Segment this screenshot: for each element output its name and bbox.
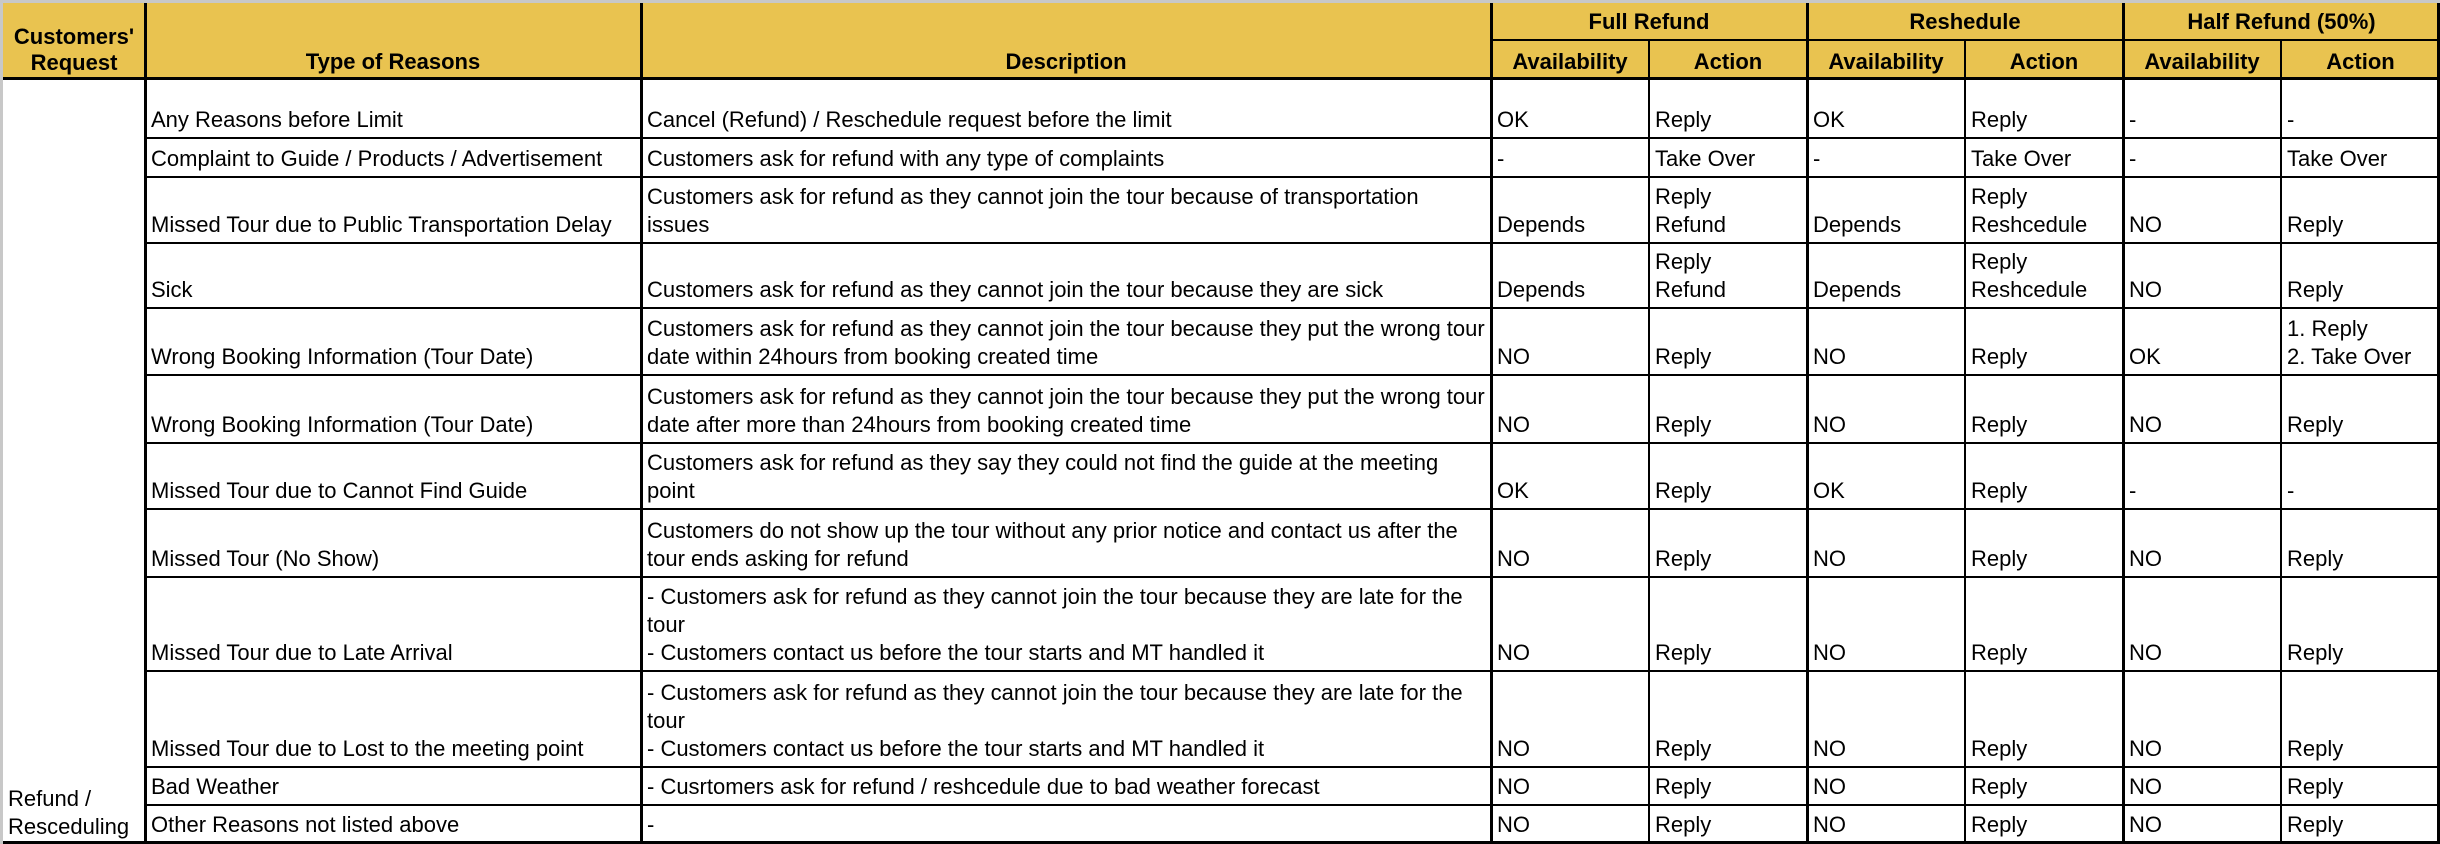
reshedule-action-cell[interactable]: Reply [1971, 812, 2028, 837]
header-reshedule-action[interactable]: Action [1965, 40, 2123, 78]
row-border [145, 176, 2440, 178]
full-refund-availability-cell[interactable]: - [1497, 146, 1505, 171]
description-cell[interactable]: Customers ask for refund as they cannot join the tour because they are sick [647, 277, 1384, 302]
full-refund-availability-cell[interactable]: NO [1497, 774, 1530, 799]
half-refund-availability-cell[interactable]: OK [2129, 344, 2161, 369]
reason-cell[interactable]: Missed Tour due to Lost to the meeting point [151, 736, 584, 761]
reason-cell[interactable]: Sick [151, 277, 193, 302]
reason-cell[interactable]: Missed Tour (No Show) [151, 546, 380, 571]
row-border [145, 137, 2440, 139]
header-type-of-reasons[interactable]: Type of Reasons [145, 3, 641, 78]
full-refund-action-cell[interactable]: Reply [1655, 412, 1712, 437]
row-border [145, 374, 2440, 376]
reshedule-action-cell[interactable]: Reply [1971, 546, 2028, 571]
row-border [145, 307, 2440, 309]
column-border [1490, 3, 1493, 844]
full-refund-action-cell[interactable]: Reply [1655, 774, 1712, 799]
reason-cell[interactable]: Any Reasons before Limit [151, 107, 403, 132]
half-refund-action-cell[interactable]: Reply [2287, 212, 2344, 237]
full-refund-action-cell[interactable]: Reply [1655, 736, 1712, 761]
header-description[interactable]: Description [641, 3, 1491, 78]
column-border [144, 3, 147, 844]
full-refund-action-cell[interactable]: Reply Refund [1655, 249, 1726, 302]
reshedule-action-cell[interactable]: Reply [1971, 107, 2028, 132]
header-half-action[interactable]: Action [2281, 40, 2440, 78]
full-refund-availability-cell[interactable]: NO [1497, 344, 1530, 369]
half-refund-action-cell[interactable]: Reply [2287, 812, 2344, 837]
reshedule-action-cell[interactable]: Take Over [1971, 146, 2072, 171]
full-refund-action-cell[interactable]: Take Over [1655, 146, 1756, 171]
header-half-availability[interactable]: Availability [2123, 40, 2281, 78]
header-bottom-border [3, 77, 2440, 80]
half-refund-action-cell[interactable]: Reply [2287, 640, 2344, 665]
reshedule-action-cell[interactable]: Reply [1971, 774, 2028, 799]
reshedule-action-cell[interactable]: Reply [1971, 344, 2028, 369]
reason-cell[interactable]: Bad Weather [151, 774, 280, 799]
header-full-action[interactable]: Action [1649, 40, 1807, 78]
half-refund-action-cell[interactable]: Reply [2287, 277, 2344, 302]
reshedule-availability-cell[interactable]: NO [1813, 546, 1846, 571]
half-refund-availability-cell[interactable]: NO [2129, 412, 2162, 437]
description-cell[interactable]: Customers ask for refund as they say they could not find the guide at the meeting point [647, 450, 1439, 503]
description-cell[interactable]: Customers ask for refund as they cannot join the tour because of transportation issues [647, 184, 1419, 237]
reshedule-availability-cell[interactable]: NO [1813, 812, 1846, 837]
reshedule-availability-cell[interactable]: Depends [1813, 212, 1902, 237]
full-refund-availability-cell[interactable]: NO [1497, 640, 1530, 665]
half-refund-action-cell[interactable]: Take Over [2287, 146, 2388, 171]
reshedule-availability-cell[interactable]: Depends [1813, 277, 1902, 302]
reshedule-action-cell[interactable]: Reply [1971, 478, 2028, 503]
full-refund-action-cell[interactable]: Reply Refund [1655, 184, 1726, 237]
reshedule-availability-cell[interactable]: NO [1813, 344, 1846, 369]
full-refund-availability-cell[interactable]: OK [1497, 478, 1529, 503]
description-cell[interactable]: Cancel (Refund) / Reschedule request before the limit [647, 107, 1172, 132]
header-reshedule-availability[interactable]: Availability [1807, 40, 1965, 78]
full-refund-availability-cell[interactable]: Depends [1497, 212, 1586, 237]
half-refund-availability-cell[interactable]: NO [2129, 277, 2162, 302]
reshedule-action-cell[interactable]: Reply Reshcedule [1971, 184, 2088, 237]
half-refund-availability-cell[interactable]: NO [2129, 640, 2162, 665]
reason-cell[interactable]: Missed Tour due to Public Transportation Delay [151, 212, 612, 237]
row-border [145, 508, 2440, 510]
row-border [145, 242, 2440, 244]
reshedule-availability-cell[interactable]: - [1813, 146, 1821, 171]
row-border [145, 576, 2440, 578]
header-group-reshedule[interactable]: Reshedule [1807, 3, 2123, 40]
column-border [2122, 3, 2125, 844]
description-cell[interactable]: - Customers ask for refund as they cannot join the tour because they are late for the tour - Customers contact us before the tour starts and MT handled it [647, 680, 1463, 761]
reshedule-availability-cell[interactable]: NO [1813, 736, 1846, 761]
reshedule-action-cell[interactable]: Reply [1971, 736, 2028, 761]
half-refund-action-cell[interactable]: Reply [2287, 774, 2344, 799]
column-border [1648, 40, 1650, 844]
half-refund-action-cell[interactable]: Reply [2287, 546, 2344, 571]
header-full-availability[interactable]: Availability [1491, 40, 1649, 78]
column-border [640, 3, 643, 844]
row-border [145, 804, 2440, 806]
reshedule-availability-cell[interactable]: OK [1813, 478, 1845, 503]
half-refund-availability-cell[interactable]: - [2129, 478, 2137, 503]
row-border [145, 670, 2440, 672]
half-refund-availability-cell[interactable]: NO [2129, 774, 2162, 799]
header-customers-request[interactable]: Customers' Request [3, 3, 145, 78]
row-border [145, 766, 2440, 768]
full-refund-action-cell[interactable]: Reply [1655, 478, 1712, 503]
reshedule-availability-cell[interactable]: NO [1813, 640, 1846, 665]
description-cell[interactable]: Customers ask for refund with any type of complaints [647, 146, 1165, 171]
full-refund-availability-cell[interactable]: Depends [1497, 277, 1586, 302]
reason-cell[interactable]: Wrong Booking Information (Tour Date) [151, 412, 534, 437]
full-refund-action-cell[interactable]: Reply [1655, 107, 1712, 132]
reason-cell[interactable]: Missed Tour due to Late Arrival [151, 640, 453, 665]
request-category-cell[interactable]: Refund / Resceduling [8, 786, 130, 839]
half-refund-availability-cell[interactable]: NO [2129, 812, 2162, 837]
row-border [145, 442, 2440, 444]
full-refund-action-cell[interactable]: Reply [1655, 344, 1712, 369]
description-cell[interactable]: - Customers ask for refund as they cannot join the tour because they are late for the tour - Customers contact us before the tour starts and MT handled it [647, 584, 1463, 665]
full-refund-availability-cell[interactable]: NO [1497, 412, 1530, 437]
half-refund-availability-cell[interactable]: NO [2129, 212, 2162, 237]
reason-cell[interactable]: Missed Tour due to Cannot Find Guide [151, 478, 528, 503]
reshedule-action-cell[interactable]: Reply [1971, 412, 2028, 437]
full-refund-action-cell[interactable]: Reply [1655, 640, 1712, 665]
full-refund-availability-cell[interactable]: NO [1497, 736, 1530, 761]
reshedule-action-cell[interactable]: Reply Reshcedule [1971, 249, 2088, 302]
half-refund-availability-cell[interactable]: NO [2129, 546, 2162, 571]
half-refund-availability-cell[interactable]: - [2129, 107, 2137, 132]
full-refund-availability-cell[interactable]: NO [1497, 546, 1530, 571]
half-refund-action-cell[interactable]: 1. Reply 2. Take Over [2287, 316, 2412, 369]
reason-cell[interactable]: Other Reasons not listed above [151, 812, 460, 837]
half-refund-action-cell[interactable]: Reply [2287, 412, 2344, 437]
description-cell[interactable]: Customers do not show up the tour without any prior notice and contact us after the tour ends asking for refund [647, 518, 1458, 571]
reason-cell[interactable]: Complaint to Guide / Products / Advertisement [151, 146, 603, 171]
reshedule-availability-cell[interactable]: NO [1813, 774, 1846, 799]
half-refund-action-cell[interactable]: - [2287, 478, 2295, 503]
description-cell[interactable]: Customers ask for refund as they cannot join the tour because they put the wrong tour date after more than 24hours from booking created time [647, 384, 1485, 437]
description-cell[interactable]: - [647, 812, 655, 837]
full-refund-action-cell[interactable]: Reply [1655, 812, 1712, 837]
column-border [1964, 40, 1966, 844]
header-group-half-refund[interactable]: Half Refund (50%) [2123, 3, 2440, 40]
column-border [1806, 3, 1809, 844]
reason-cell[interactable]: Wrong Booking Information (Tour Date) [151, 344, 534, 369]
half-refund-action-cell[interactable]: - [2287, 107, 2295, 132]
reshedule-action-cell[interactable]: Reply [1971, 640, 2028, 665]
reshedule-availability-cell[interactable]: OK [1813, 107, 1845, 132]
half-refund-action-cell[interactable]: Reply [2287, 736, 2344, 761]
full-refund-action-cell[interactable]: Reply [1655, 546, 1712, 571]
full-refund-availability-cell[interactable]: NO [1497, 812, 1530, 837]
reshedule-availability-cell[interactable]: NO [1813, 412, 1846, 437]
half-refund-availability-cell[interactable]: - [2129, 146, 2137, 171]
column-border [2280, 40, 2282, 844]
full-refund-availability-cell[interactable]: OK [1497, 107, 1529, 132]
half-refund-availability-cell[interactable]: NO [2129, 736, 2162, 761]
header-group-full-refund[interactable]: Full Refund [1491, 3, 1807, 40]
description-cell[interactable]: Customers ask for refund as they cannot join the tour because they put the wrong tour date within 24hours from booking created time [647, 316, 1485, 369]
description-cell[interactable]: - Cusrtomers ask for refund / reshcedule due to bad weather forecast [647, 774, 1320, 799]
